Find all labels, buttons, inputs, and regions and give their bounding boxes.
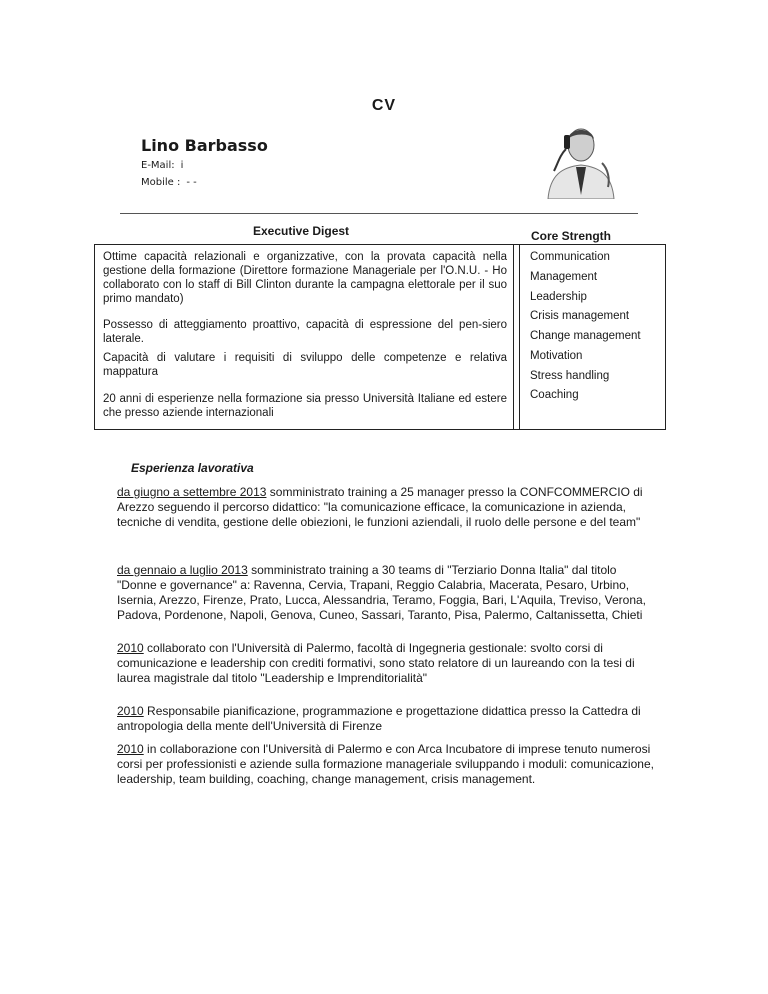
header-divider xyxy=(120,213,638,214)
mobile-value: - - xyxy=(186,177,197,188)
mobile-label: Mobile : xyxy=(141,177,181,188)
strength-item: Leadership xyxy=(530,291,587,303)
experience-date: 2010 xyxy=(117,742,144,756)
mobile-line xyxy=(141,177,197,188)
email-line xyxy=(141,160,183,171)
experience-entry xyxy=(117,641,657,686)
strength-item: Crisis management xyxy=(530,310,630,322)
experience-date: da giugno a settembre 2013 xyxy=(117,485,267,499)
experience-heading: Esperienza lavorativa xyxy=(131,461,254,475)
experience-entry xyxy=(117,563,657,623)
strength-item: Motivation xyxy=(530,350,583,362)
email-label: E-Mail: xyxy=(141,160,175,171)
strength-item: Stress handling xyxy=(530,370,610,382)
experience-entry xyxy=(117,742,657,787)
experience-entry xyxy=(117,485,657,530)
digest-paragraph: 20 anni di esperienze nella formazione sia presso Università Italiane ed estere che presso aziende internazionali xyxy=(103,393,507,419)
executive-digest-heading: Executive Digest xyxy=(253,224,350,238)
experience-date: 2010 xyxy=(117,704,144,718)
experience-text: somministrato training a 30 teams di "Terziario Donna Italia" dal titolo "Donne e governance" a: Ravenna, Cervia, Trapani, Reggio Calabria, Macerata, Pesaro, Urbino, Isernia, Arezzo, Firenze, Prato, Lucca, Alessandria, Teramo, Foggia, Bari, L'Aquila, Treviso, Verona, Padova, Pordenone, Napoli, Genova, Cuneo, Sassari, Taranto, Pisa, Palermo, Caltanissetta, Chieti xyxy=(117,563,647,622)
strength-item: Coaching xyxy=(530,389,579,401)
profile-photo xyxy=(540,115,622,199)
experience-date: da gennaio a luglio 2013 xyxy=(117,563,248,577)
strength-item: Management xyxy=(530,271,598,283)
digest-paragraph: Ottime capacità relazionali e organizzative, con la provata capacità nella gestione della formazione (Direttore formazione Manageriale per l'O.N.U. - Ho collaborato con lo staff di Bill Clinton durante la campagna elettorale per il suo primo mandato) xyxy=(103,251,507,305)
email-value: i xyxy=(180,160,184,171)
experience-entry xyxy=(117,704,657,734)
experience-text: in collaborazione con l'Università di Palermo e con Arca Incubatore di imprese tenuto numerosi corsi per professionisti e aziende sulla formazione manageriale sviluppando i moduli: comunicazione, leadership, team building, coaching, change management, crisis management. xyxy=(117,742,654,786)
person-name: Lino Barbasso xyxy=(141,136,268,155)
strength-item: Communication xyxy=(530,251,610,263)
core-strength-heading: Core Strength xyxy=(531,229,612,243)
table-column-divider xyxy=(513,244,520,430)
strength-item: Change management xyxy=(530,330,641,342)
digest-paragraph: Capacità di valutare i requisiti di sviluppo delle competenze e relativa mappatura xyxy=(103,352,507,378)
page-title: CV xyxy=(371,97,397,114)
experience-text: somministrato training a 25 manager presso la CONFCOMMERCIO di Arezzo seguendo il percorso didattico: "la comunicazione efficace, la comunicazione in azienda, tecniche di vendita, gestione delle obiezioni, le funzioni aziendali, il ruolo delle persone e del team" xyxy=(117,485,643,529)
experience-text: collaborato con l'Università di Palermo, facoltà di Ingegneria gestionale: svolto corsi di comunicazione e leadership con crediti formativi, sono stato relatore di un laureando con la tesi di laurea magistrale dal titolo "Leadership e Imprenditorialità" xyxy=(117,641,635,685)
experience-text: Responsabile pianificazione, programmazione e progettazione didattica presso la Cattedra di antropologia della mente dell'Università di Firenze xyxy=(117,704,641,733)
digest-paragraph: Possesso di atteggiamento proattivo, capacità di espressione del pen-siero laterale. xyxy=(103,319,507,345)
experience-date: 2010 xyxy=(117,641,144,655)
